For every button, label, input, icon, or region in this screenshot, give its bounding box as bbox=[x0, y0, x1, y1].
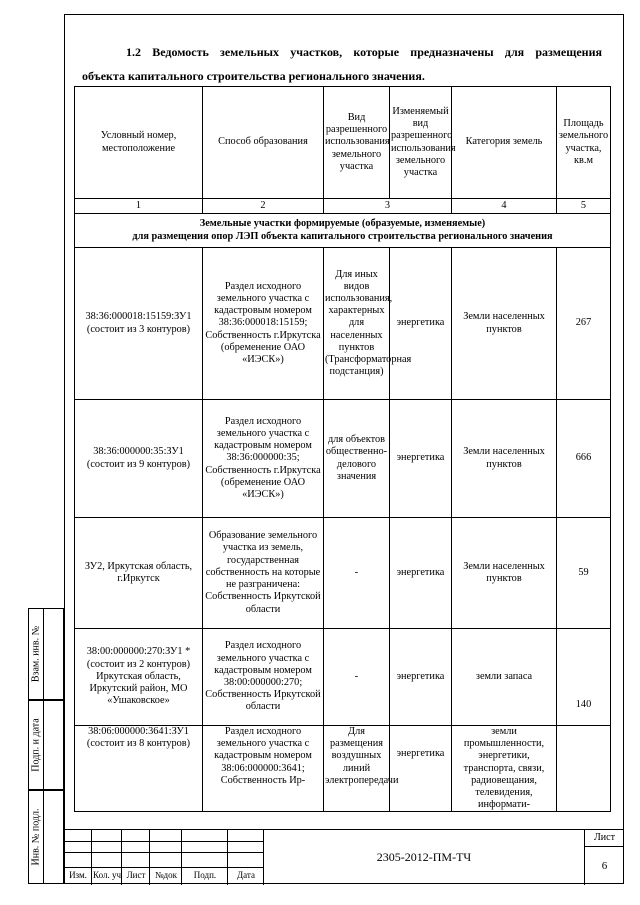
header-category: Категория земель bbox=[452, 87, 557, 199]
cell-category: Земли населенных пунктов bbox=[452, 248, 557, 400]
cell-changed-use: энергетика bbox=[390, 400, 452, 518]
cell-category: Земли населенных пунктов bbox=[452, 518, 557, 629]
cell-area bbox=[557, 726, 611, 812]
cell-use: для объектов общественно-делового значения bbox=[324, 400, 390, 518]
header-changed-use: Изменяемый вид разрешенного использования земельного участка bbox=[390, 87, 452, 199]
stamp-label: Подп. bbox=[193, 870, 217, 880]
section-row bbox=[75, 214, 611, 248]
cell-area: 666 bbox=[557, 400, 611, 518]
cell-number: 38:36:000000:35:ЗУ1 (состоит из 9 контуров) bbox=[75, 400, 203, 518]
side-field-box bbox=[44, 790, 64, 884]
table-row bbox=[75, 400, 611, 518]
cell-changed-use: энергетика bbox=[390, 726, 452, 812]
sheet-label: Лист bbox=[585, 830, 624, 847]
document-code: 2305-2012-ПМ-ТЧ bbox=[376, 850, 472, 864]
title-line-1: 1.2 Ведомость земельных участков, которые предназначены для размещения bbox=[126, 45, 602, 59]
header-area: Площадь земельного участка, кв.м bbox=[557, 87, 611, 199]
cell-area: 267 bbox=[557, 248, 611, 400]
table-row bbox=[75, 629, 611, 726]
stamp-label: Кол. уч bbox=[93, 870, 121, 880]
col-number: 3 bbox=[324, 199, 452, 214]
sheet-number: 6 bbox=[601, 860, 608, 872]
stamp-label: Изм. bbox=[69, 870, 87, 880]
side-field-box bbox=[44, 608, 64, 700]
side-label: Инв. № подл. bbox=[30, 808, 42, 866]
cell-category: Земли населенных пунктов bbox=[452, 400, 557, 518]
cell-use: - bbox=[324, 518, 390, 629]
section-heading-line-1: Земельные участки формируемые (образуемые, изменяемые) bbox=[199, 218, 486, 230]
table-row bbox=[75, 726, 611, 812]
cell-area: 59 bbox=[557, 518, 611, 629]
cell-number: 38:00:000000:270:ЗУ1 * (состоит из 2 контуров) Иркутская область, Иркутский район, МО «Ушаковское» bbox=[75, 629, 203, 726]
header-use: Вид разрешенного использования земельного участка bbox=[324, 87, 390, 199]
col-number: 1 bbox=[75, 199, 203, 214]
cell-method: Раздел исходного земельного участка с кадастровым номером 38:36:000018:15159; Собственность г.Иркутска (обременение ОАО «ИЭСК») bbox=[203, 248, 324, 400]
header-number: Условный номер, местоположение bbox=[75, 87, 203, 199]
side-field-original-inv bbox=[28, 790, 44, 884]
column-number-row bbox=[75, 199, 611, 214]
stamp-label: Лист bbox=[126, 870, 146, 880]
cell-number: 38:06:000000:3641:ЗУ1 (состоит из 8 контуров) bbox=[75, 726, 203, 812]
side-field-box bbox=[44, 700, 64, 790]
col-number: 2 bbox=[203, 199, 324, 214]
side-field-sign-date bbox=[28, 700, 44, 790]
cell-use: Для иных видов использования, характерных для населенных пунктов (Трансформаторная подстанция) bbox=[324, 248, 390, 400]
cell-method: Образование земельного участка из земель, государственная собственность на которые не разграничена: Собственность Иркутской области bbox=[203, 518, 324, 629]
side-label: Взам. инв. № bbox=[30, 625, 42, 683]
cell-use: - bbox=[324, 629, 390, 726]
header-row bbox=[75, 87, 611, 199]
cell-use: Для размещения воздушных линий электропередачи bbox=[324, 726, 390, 812]
cell-method: Раздел исходного земельного участка с кадастровым номером 38:00:000000:270; Собственность Иркутской области bbox=[203, 629, 324, 726]
cell-area: 140 bbox=[557, 629, 611, 726]
header-method: Способ образования bbox=[203, 87, 324, 199]
cell-category: земли запаса bbox=[452, 629, 557, 726]
cell-changed-use: энергетика bbox=[390, 629, 452, 726]
sheet-box bbox=[584, 830, 624, 885]
col-number: 4 bbox=[452, 199, 557, 214]
cell-changed-use: энергетика bbox=[390, 248, 452, 400]
stamp-label: №док bbox=[154, 870, 178, 880]
side-label: Подп. и дата bbox=[30, 718, 42, 772]
table-row bbox=[75, 248, 611, 400]
table-row bbox=[75, 518, 611, 629]
col-number: 5 bbox=[557, 199, 611, 214]
stamp-label: Дата bbox=[237, 870, 255, 880]
section-heading-line-2: для размещения опор ЛЭП объекта капитального строительства регионального значения bbox=[132, 230, 553, 242]
cell-number: 38:36:000018:15159:ЗУ1 (состоит из 3 контуров) bbox=[75, 248, 203, 400]
side-field-replacement-inv bbox=[28, 608, 44, 700]
title-block bbox=[64, 829, 624, 885]
cell-method: Раздел исходного земельного участка с кадастровым номером 38:06:000000:3641; Собственность Ир- bbox=[203, 726, 324, 812]
title-line-2: объекта капитального строительства регионального значения. bbox=[82, 69, 425, 83]
document-title bbox=[82, 40, 602, 88]
land-plots-table bbox=[74, 86, 611, 812]
cell-number: ЗУ2, Иркутская область, г.Иркутск bbox=[75, 518, 203, 629]
cell-category: земли промышленности, энергетики, транспорта, связи, радиовещания, телевидения, информати- bbox=[452, 726, 557, 812]
cell-changed-use: энергетика bbox=[390, 518, 452, 629]
cell-method: Раздел исходного земельного участка с кадастровым номером 38:36:000000:35; Собственность г.Иркутска (обременение ОАО «ИЭСК») bbox=[203, 400, 324, 518]
section-heading bbox=[75, 214, 611, 248]
